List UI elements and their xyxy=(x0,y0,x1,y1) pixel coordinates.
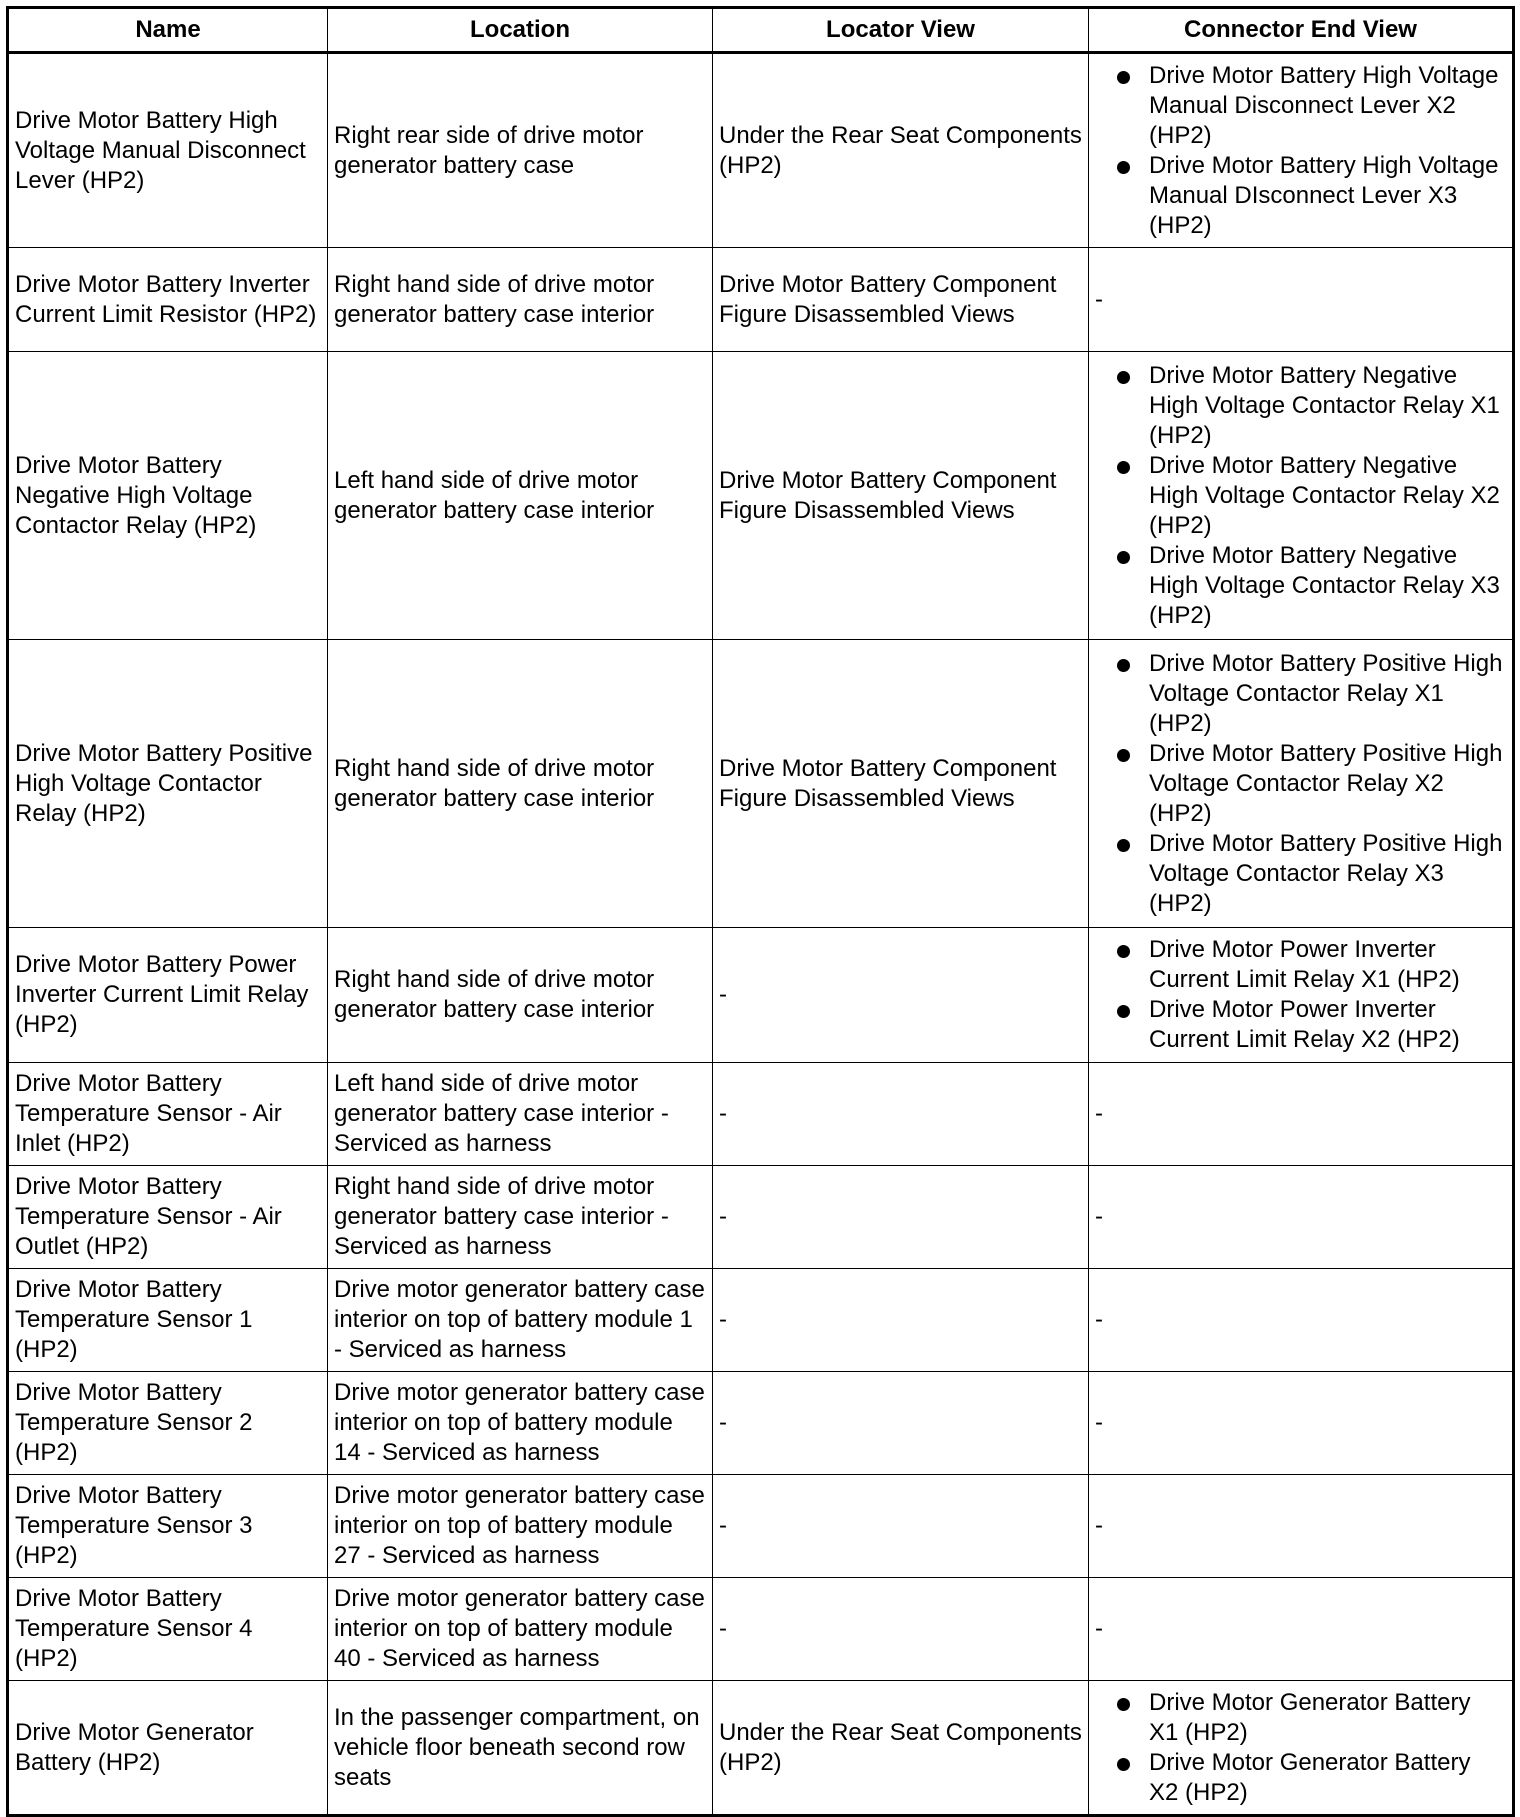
connector-label: Drive Motor Battery Negative High Voltage Contactor Relay X3 (HP2) xyxy=(1149,541,1500,629)
connector-item xyxy=(1095,829,1506,919)
table-row xyxy=(8,928,1514,1063)
connector-item xyxy=(1095,451,1506,541)
header-location: Location xyxy=(328,8,713,53)
cell-connector-end-view: - xyxy=(1089,1475,1514,1578)
connector-list xyxy=(1095,361,1506,631)
cell-locator-view: - xyxy=(713,1063,1089,1166)
cell-name: Drive Motor Battery Temperature Sensor 4 (HP2) xyxy=(8,1578,328,1681)
cell-connector-end-view: - xyxy=(1089,1372,1514,1475)
table-row xyxy=(8,1269,1514,1372)
cell-connector-end-view: - xyxy=(1089,1578,1514,1681)
cell-name: Drive Motor Battery Power Inverter Current Limit Relay (HP2) xyxy=(8,928,328,1063)
cell-location: Drive motor generator battery case interior on top of battery module 1 - Serviced as harness xyxy=(328,1269,713,1372)
cell-location: Left hand side of drive motor generator battery case interior - Serviced as harness xyxy=(328,1063,713,1166)
table-row xyxy=(8,1578,1514,1681)
cell-locator-view: Drive Motor Battery Component Figure Disassembled Views xyxy=(713,640,1089,928)
bullet-icon xyxy=(1117,839,1130,852)
cell-connector-end-view: - xyxy=(1089,1063,1514,1166)
connector-label: Drive Motor Battery Negative High Voltage Contactor Relay X1 (HP2) xyxy=(1149,361,1500,449)
cell-connector-end-view: - xyxy=(1089,1269,1514,1372)
header-row xyxy=(8,8,1514,53)
table-row xyxy=(8,1681,1514,1816)
connector-label: Drive Motor Generator Battery X1 (HP2) xyxy=(1149,1688,1471,1746)
cell-name: Drive Motor Battery Negative High Voltage Contactor Relay (HP2) xyxy=(8,352,328,640)
connector-list xyxy=(1095,935,1506,1055)
connector-list xyxy=(1095,649,1506,919)
connector-item xyxy=(1095,935,1506,995)
bullet-icon xyxy=(1117,1698,1130,1711)
cell-name: Drive Motor Battery Inverter Current Limit Resistor (HP2) xyxy=(8,248,328,352)
header-connector-end-view: Connector End View xyxy=(1089,8,1514,53)
table-row xyxy=(8,352,1514,640)
table-row xyxy=(8,248,1514,352)
connector-item xyxy=(1095,151,1506,241)
table-row xyxy=(8,1372,1514,1475)
connector-label: Drive Motor Battery Positive High Voltage Contactor Relay X1 (HP2) xyxy=(1149,649,1503,737)
cell-location: Right rear side of drive motor generator battery case xyxy=(328,53,713,248)
connector-label: Drive Motor Battery High Voltage Manual Disconnect Lever X2 (HP2) xyxy=(1149,61,1499,149)
cell-location: Drive motor generator battery case interior on top of battery module 14 - Serviced as harness xyxy=(328,1372,713,1475)
cell-locator-view: - xyxy=(713,1372,1089,1475)
cell-location: In the passenger compartment, on vehicle floor beneath second row seats xyxy=(328,1681,713,1816)
connector-item xyxy=(1095,995,1506,1055)
bullet-icon xyxy=(1117,749,1130,762)
cell-name: Drive Motor Battery Temperature Sensor 1 (HP2) xyxy=(8,1269,328,1372)
connector-item xyxy=(1095,739,1506,829)
cell-connector-end-view: - xyxy=(1089,1166,1514,1269)
cell-locator-view: - xyxy=(713,928,1089,1063)
cell-locator-view: - xyxy=(713,1475,1089,1578)
connector-item xyxy=(1095,1688,1506,1748)
cell-name: Drive Motor Battery Positive High Voltage Contactor Relay (HP2) xyxy=(8,640,328,928)
cell-location: Drive motor generator battery case interior on top of battery module 27 - Serviced as harness xyxy=(328,1475,713,1578)
cell-name: Drive Motor Battery Temperature Sensor - Air Outlet (HP2) xyxy=(8,1166,328,1269)
connector-list xyxy=(1095,61,1506,241)
cell-connector-end-view: - xyxy=(1089,248,1514,352)
bullet-icon xyxy=(1117,659,1130,672)
cell-location: Left hand side of drive motor generator battery case interior xyxy=(328,352,713,640)
connector-label: Drive Motor Battery Positive High Voltage Contactor Relay X3 (HP2) xyxy=(1149,829,1503,917)
component-locator-table xyxy=(6,6,1515,1817)
table-row xyxy=(8,1063,1514,1166)
connector-item xyxy=(1095,1748,1506,1808)
connector-label: Drive Motor Power Inverter Current Limit Relay X1 (HP2) xyxy=(1149,936,1460,993)
table-header xyxy=(8,8,1514,53)
connector-item xyxy=(1095,361,1506,451)
cell-connector-end-view xyxy=(1089,53,1514,248)
cell-location: Right hand side of drive motor generator battery case interior xyxy=(328,248,713,352)
table-row xyxy=(8,53,1514,248)
connector-label: Drive Motor Power Inverter Current Limit Relay X2 (HP2) xyxy=(1149,996,1460,1053)
cell-location: Right hand side of drive motor generator battery case interior xyxy=(328,928,713,1063)
cell-location: Drive motor generator battery case interior on top of battery module 40 - Serviced as harness xyxy=(328,1578,713,1681)
bullet-icon xyxy=(1117,551,1130,564)
bullet-icon xyxy=(1117,1758,1130,1771)
cell-locator-view: Drive Motor Battery Component Figure Disassembled Views xyxy=(713,352,1089,640)
cell-locator-view: Under the Rear Seat Components (HP2) xyxy=(713,1681,1089,1816)
connector-list xyxy=(1095,1688,1506,1808)
cell-locator-view: - xyxy=(713,1269,1089,1372)
bullet-icon xyxy=(1117,161,1130,174)
connector-item xyxy=(1095,649,1506,739)
table-row xyxy=(8,1166,1514,1269)
bullet-icon xyxy=(1117,461,1130,474)
cell-location: Right hand side of drive motor generator battery case interior - Serviced as harness xyxy=(328,1166,713,1269)
cell-connector-end-view xyxy=(1089,352,1514,640)
connector-item xyxy=(1095,61,1506,151)
bullet-icon xyxy=(1117,945,1130,958)
cell-name: Drive Motor Battery Temperature Sensor 3 (HP2) xyxy=(8,1475,328,1578)
cell-name: Drive Motor Battery High Voltage Manual Disconnect Lever (HP2) xyxy=(8,53,328,248)
table-row xyxy=(8,640,1514,928)
bullet-icon xyxy=(1117,371,1130,384)
bullet-icon xyxy=(1117,1005,1130,1018)
cell-connector-end-view xyxy=(1089,1681,1514,1816)
cell-location: Right hand side of drive motor generator battery case interior xyxy=(328,640,713,928)
cell-name: Drive Motor Generator Battery (HP2) xyxy=(8,1681,328,1816)
cell-locator-view: Drive Motor Battery Component Figure Disassembled Views xyxy=(713,248,1089,352)
connector-label: Drive Motor Generator Battery X2 (HP2) xyxy=(1149,1748,1471,1806)
header-locator-view: Locator View xyxy=(713,8,1089,53)
table-row xyxy=(8,1475,1514,1578)
connector-label: Drive Motor Battery Positive High Voltage Contactor Relay X2 (HP2) xyxy=(1149,739,1503,827)
bullet-icon xyxy=(1117,71,1130,84)
cell-connector-end-view xyxy=(1089,928,1514,1063)
connector-item xyxy=(1095,541,1506,631)
cell-connector-end-view xyxy=(1089,640,1514,928)
connector-label: Drive Motor Battery Negative High Voltage Contactor Relay X2 (HP2) xyxy=(1149,451,1500,539)
cell-locator-view: - xyxy=(713,1166,1089,1269)
connector-label: Drive Motor Battery High Voltage Manual DIsconnect Lever X3 (HP2) xyxy=(1149,151,1499,239)
cell-name: Drive Motor Battery Temperature Sensor - Air Inlet (HP2) xyxy=(8,1063,328,1166)
cell-locator-view: - xyxy=(713,1578,1089,1681)
cell-locator-view: Under the Rear Seat Components (HP2) xyxy=(713,53,1089,248)
table-body xyxy=(8,53,1514,1816)
header-name: Name xyxy=(8,8,328,53)
component-locator-document xyxy=(6,6,1512,1817)
cell-name: Drive Motor Battery Temperature Sensor 2 (HP2) xyxy=(8,1372,328,1475)
